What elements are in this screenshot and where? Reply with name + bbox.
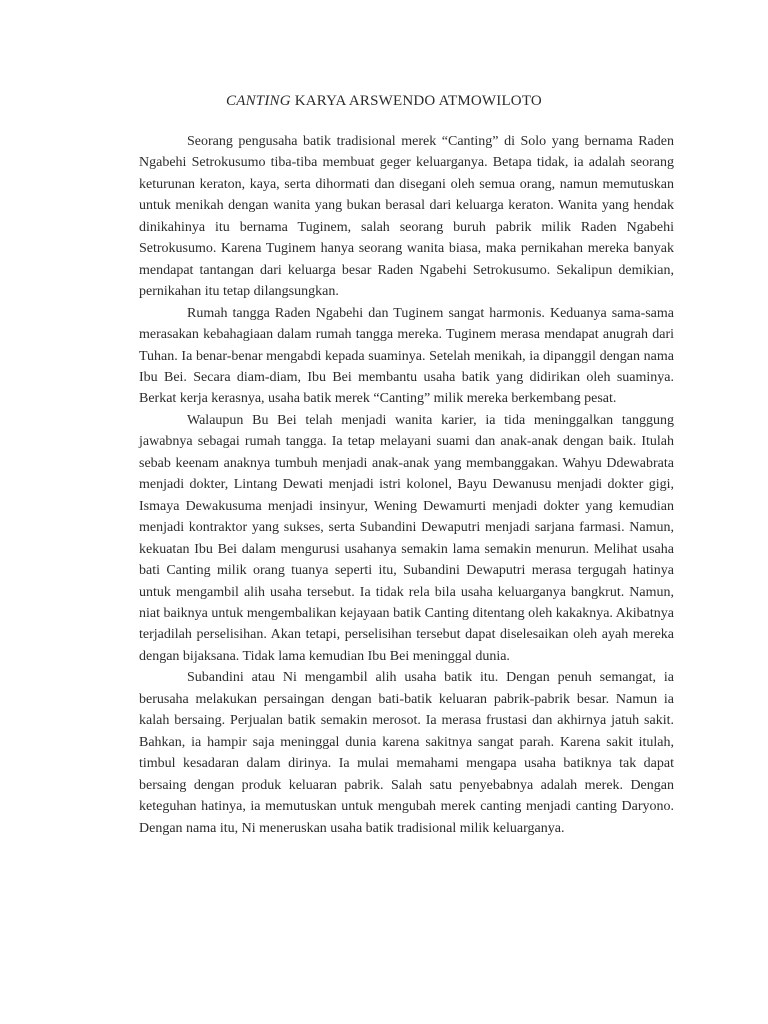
document-title bbox=[0, 93, 768, 110]
title-italic-word: CANTING bbox=[226, 93, 291, 109]
paragraph: Subandini atau Ni mengambil alih usaha batik itu. Dengan penuh semangat, ia berusaha melakukan persaingan dengan bati-batik keluaran pabrik-pabrik besar. Namun ia kalah bersaing. Perjualan batik semakin merosot. Ia merasa frustasi dan akhirnya jatuh sakit. Bahkan, ia hampir saja meninggal dunia karena sakitnya sangat parah. Karena sakit itulah, timbul kesadaran dalam dirinya. Ia mulai memahami mengapa usaha batiknya tak dapat bersaing dengan produk keluaran pabrik. Salah satu penyebabnya adalah merek. Dengan keteguhan hatinya, ia memutuskan untuk mengubah merek canting menjadi canting Daryono. Dengan nama itu, Ni meneruskan usaha batik tradisional milik keluarganya. bbox=[139, 670, 674, 836]
document-body bbox=[139, 131, 674, 839]
paragraph: Rumah tangga Raden Ngabehi dan Tuginem sangat harmonis. Keduanya sama-sama merasakan kebahagiaan dalam rumah tangga mereka. Tuginem merasa mendapat anugrah dari Tuhan. Ia benar-benar mengabdi kepada suaminya. Setelah menikah, ia dipanggil dengan nama Ibu Bei. Secara diam-diam, Ibu Bei membantu usaha batik yang didirikan oleh suaminya. Berkat kerja kerasnya, usaha batik merek “Canting” milik mereka berkembang pesat. bbox=[139, 305, 674, 407]
paragraph: Walaupun Bu Bei telah menjadi wanita karier, ia tida meninggalkan tanggung jawabnya sebagai rumah tangga. Ia tetap melayani suami dan anak-anak dengan baik. Itulah sebab keenam anaknya tumbuh menjadi anak-anak yang membanggakan. Wahyu Ddewabrata menjadi dokter, Lintang Dewati menjadi istri kolonel, Bayu Dewanusu menjadi dokter gigi, Ismaya Dewakusuma menjadi insinyur, Wening Dewamurti menjadi dokter yang kemudian menjadi kontraktor yang sukses, serta Subandini Dewaputri menjadi sarjana farmasi. Namun, kekuatan Ibu Bei dalam mengurusi usahanya semakin lama semakin menurun. Melihat usaha bati Canting milik orang tuanya seperti itu, Subandini Dewaputri merasa tergugah hatinya untuk mengambil alih usaha tersebut. Ia tidak rela bila usaha keluarganya bangkrut. Namun, niat baiknya untuk mengembalikan kejayaan batik Canting ditentang oleh kakaknya. Akibatnya terjadilah perselisihan. Akan tetapi, perselisihan tersebut dapat diselesaikan oleh ayah mereka dengan bijaksana. Tidak lama kemudian Ibu Bei meninggal dunia. bbox=[139, 412, 674, 664]
title-rest: KARYA ARSWENDO ATMOWILOTO bbox=[290, 93, 542, 109]
paragraph: Seorang pengusaha batik tradisional merek “Canting” di Solo yang bernama Raden Ngabehi Setrokusumo tiba-tiba membuat geger keluarganya. Betapa tidak, ia adalah seorang keturunan keraton, kaya, serta dihormati dan disegani oleh semua orang, namun memutuskan untuk menikah dengan wanita yang bukan berasal dari keluarga keraton. Wanita yang hendak dinikahinya itu bernama Tuginem, salah seorang buruh pabrik milik Raden Ngabehi Setrokusumo. Karena Tuginem hanya seorang wanita biasa, maka pernikahan mereka banyak mendapat tantangan dari keluarga besar Raden Ngabehi Setrokusumo. Sekalipun demikian, pernikahan itu tetap dilangsungkan. bbox=[139, 134, 674, 300]
